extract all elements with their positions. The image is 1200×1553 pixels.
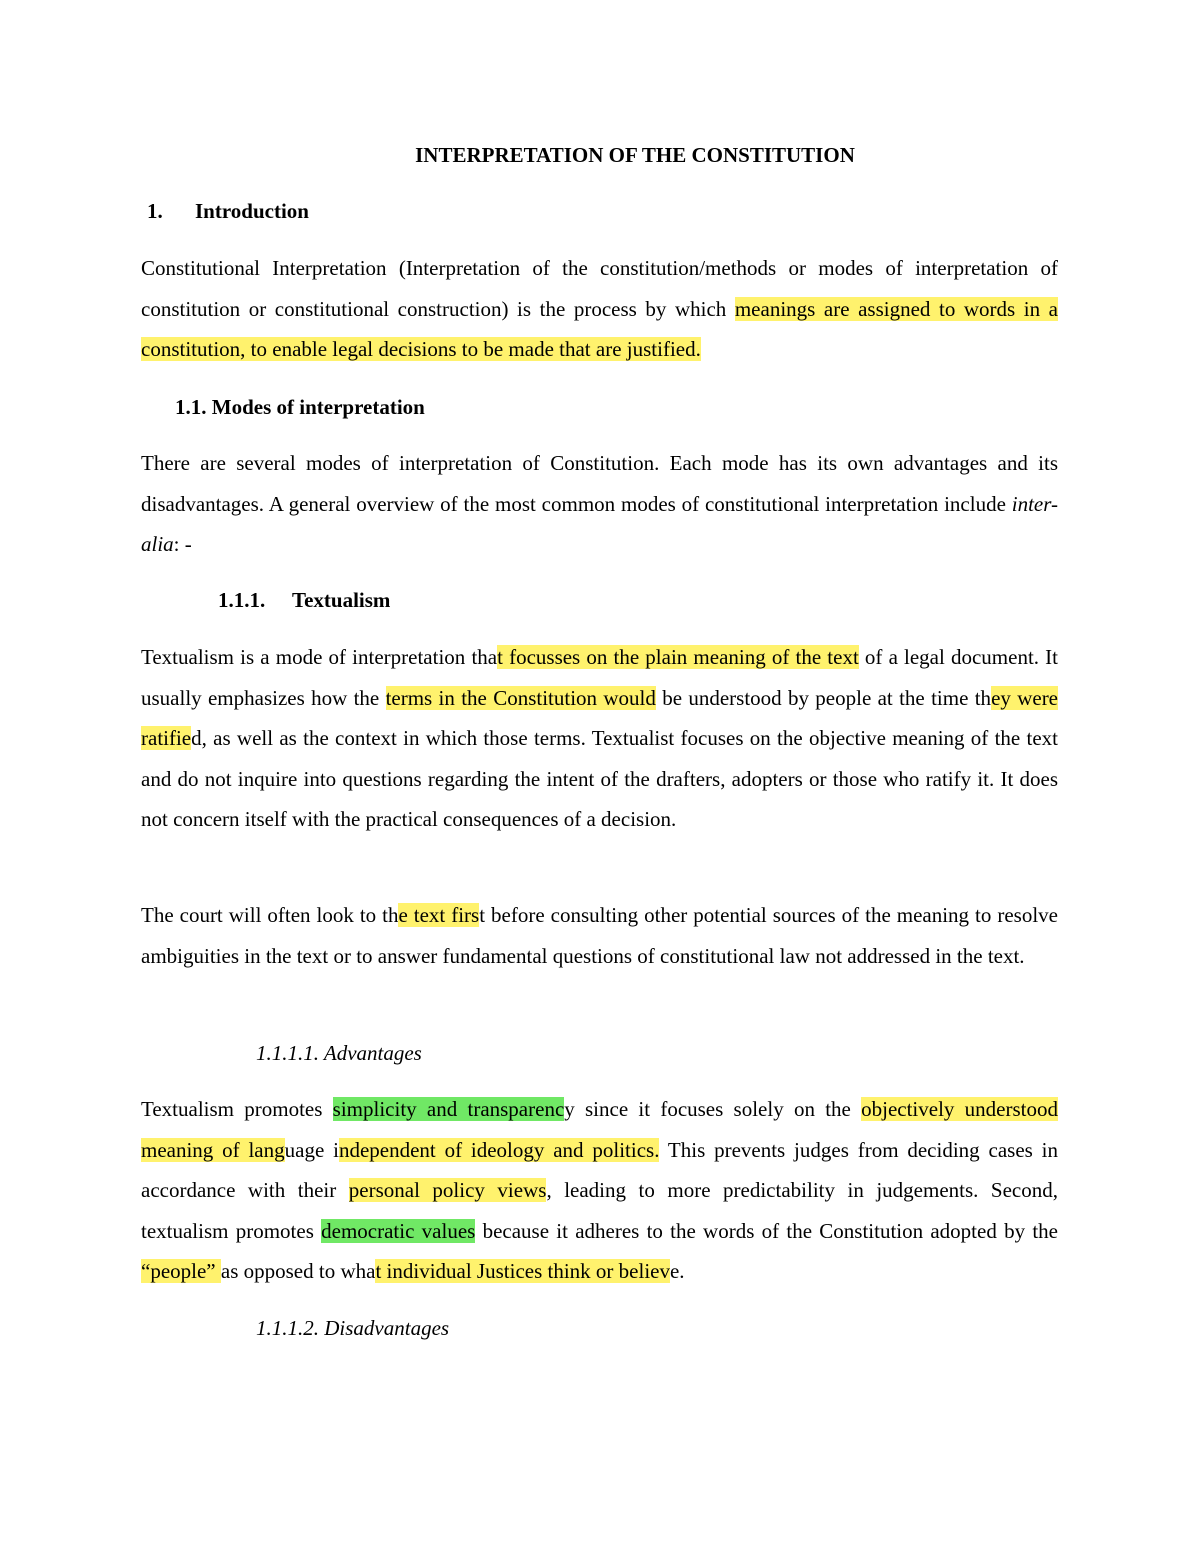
section-heading-introduction (147, 199, 309, 224)
italic-text: inter- alia (141, 491, 1058, 556)
highlight-yellow: t focusses on the plain meaning of the text (497, 645, 859, 669)
section-heading-modes: 1.1. Modes of interpretation (175, 395, 425, 419)
paragraph-text: d, as well as the context in which those terms. Textualist focuses on the objective meaning of the text and do not inquire into questions regarding the intent of the drafters, adopters or those who ratify it. It does not concern itself with the practical consequences of a decision. (141, 726, 1058, 831)
highlight-green: democratic values (321, 1218, 476, 1243)
section-heading-text: Introduction (195, 199, 309, 223)
section-number: 1. (147, 199, 163, 223)
paragraph-text: There are several modes of interpretation of Constitution. Each mode has its own advantages and its disadvantages. A general overview of the most common modes of constitutional interpretation include (141, 451, 1058, 516)
paragraph-text: of a legal document. It usually emphasizes how the (141, 645, 1059, 710)
paragraph-text: be understood by people at the time th (655, 685, 992, 710)
introduction-paragraph (141, 248, 1058, 370)
advantages-paragraph (141, 1089, 1058, 1292)
highlight-yellow: t individual Justices think or believ (375, 1259, 670, 1283)
paragraph-text: because it adheres to the words of the Constitution adopted by the (475, 1218, 1058, 1243)
paragraph-text: e. (669, 1259, 685, 1283)
paragraph-text: , leading to more predictability in judgements. Second, textualism promotes (141, 1178, 1058, 1243)
highlight-yellow: ndependent of ideology and politics. (338, 1137, 660, 1162)
paragraph-text: uage i (284, 1137, 339, 1162)
paragraph-text: The court will often look to th (141, 903, 399, 927)
section-heading-text: Textualism (292, 588, 391, 612)
section-heading-disadvantages: 1.1.1.2. Disadvantages (256, 1316, 450, 1340)
textualism-paragraph-2 (141, 895, 1058, 976)
paragraph-text: : - (173, 532, 192, 556)
paragraph-text: Constitutional Interpretation (Interpretation of the constitution/methods or modes of interpretation of constitution or constitutional construction) is the process by which (141, 256, 1058, 321)
modes-paragraph (141, 443, 1058, 565)
document-title: INTERPRETATION OF THE CONSTITUTION (415, 143, 855, 167)
paragraph-text: Textualism is a mode of interpretation tha (141, 645, 498, 669)
highlight-yellow: ey were ratifie (141, 685, 1059, 750)
paragraph-text: Textualism promotes (141, 1097, 333, 1121)
paragraph-text: This prevents judges from deciding cases in accordance with their (141, 1137, 1058, 1202)
highlight-yellow: objectively understood meaning of lang (141, 1097, 1058, 1162)
highlight-yellow: e text firs (398, 903, 480, 927)
paragraph-text: y since it focuses solely on the (564, 1097, 862, 1121)
highlight-yellow: terms in the Constitution would (385, 685, 656, 710)
section-heading-textualism (218, 588, 390, 613)
highlight-green: simplicity and transparenc (332, 1097, 565, 1121)
paragraph-text: t before consulting other potential sources of the meaning to resolve ambiguities in the text or to answer fundamental questions of constitutional law not addressed in the text. (141, 903, 1058, 968)
section-heading-advantages: 1.1.1.1. Advantages (256, 1041, 422, 1065)
section-number: 1.1.1. (218, 588, 266, 612)
textualism-paragraph-1 (141, 637, 1058, 840)
paragraph-text: as opposed to wha (220, 1259, 376, 1283)
highlight-yellow: personal policy views (348, 1178, 547, 1202)
highlight-yellow: “people” (141, 1259, 221, 1283)
highlight-yellow: meanings are assigned to words in a constitution, to enable legal decisions to be made that are justified. (141, 296, 1058, 361)
